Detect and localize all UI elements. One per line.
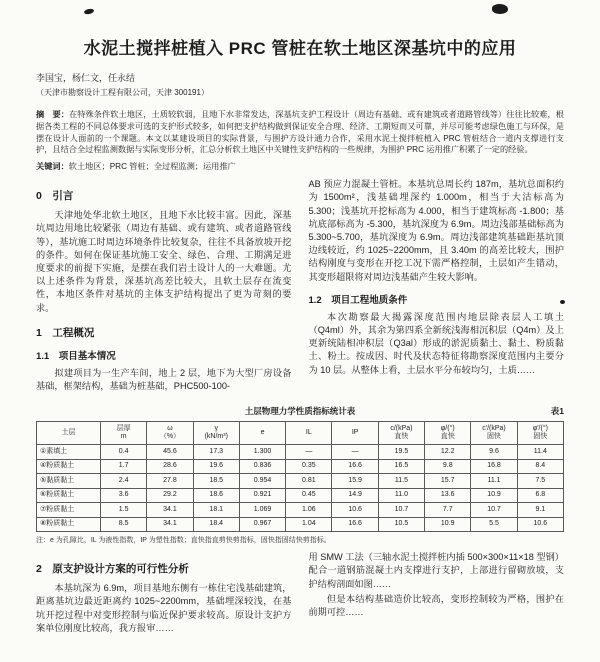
table-cell: 0.45 (286, 488, 332, 503)
table-cell: 11.0 (378, 488, 424, 503)
table-cell: 0.836 (239, 459, 285, 474)
table-col-header: c′/(kPa) 固快 (471, 422, 517, 445)
table-cell: 10.5 (378, 517, 424, 532)
table-cell: 8.5 (101, 517, 147, 532)
table-col-header: e (239, 422, 285, 445)
section-heading-analysis: 2 原支护设计方案的可行性分析 (36, 563, 189, 576)
table-cell: 19.5 (378, 445, 424, 460)
table-cell: 29.2 (147, 488, 193, 503)
soil-table-block (36, 405, 564, 545)
table-cell: 1.300 (239, 445, 285, 460)
table-col-header: 土层 (37, 422, 101, 445)
table-cell: 15.9 (332, 474, 378, 489)
table-cell: 19.6 (193, 459, 239, 474)
table-col-header: φ′/(°) 固快 (517, 422, 563, 445)
analysis-paragraph: 本基坑深为 6.9m，项目基地东侧有一栋住宅浅基础建筑，距离基坑边最近距离约 1025~2200mm，基础埋深较浅，在基坑开挖过程中对变形控制与临近保护要求较高。原设计支护方案单位刚度比较高，我方报审…… (36, 583, 292, 633)
table-cell: 11.5 (378, 474, 424, 489)
table-cell: 10.9 (425, 517, 471, 532)
soil-layer-name: ⑥粉质黏土 (37, 488, 101, 503)
table-cell: — (332, 445, 378, 460)
soil-layer-name: ④粉质黏土 (37, 459, 101, 474)
soil-layer-name: ⑦粉质黏土 (37, 503, 101, 518)
section-heading-overview: 1 工程概况 (36, 326, 95, 339)
keywords-line (36, 161, 564, 172)
table-cell: 11.4 (517, 445, 563, 460)
authors-line: 李国宝，杨仁文，任永结 (36, 73, 136, 83)
table-cell: 1.069 (239, 503, 285, 518)
table-cell: 18.4 (193, 517, 239, 532)
soil-layer-name: ①素填土 (37, 445, 101, 460)
table-cell: 10.7 (378, 503, 424, 518)
table-cell: 0.954 (239, 474, 285, 489)
scan-artifact-top-right (492, 4, 508, 14)
table-cell: 9.8 (425, 459, 471, 474)
table-cell: 0.81 (286, 474, 332, 489)
table-cell: 0.35 (286, 459, 332, 474)
table-col-header: 层厚 m (101, 422, 147, 445)
table-cell: 27.8 (147, 474, 193, 489)
table-tag: 表1 (550, 406, 564, 417)
table-header-row (37, 422, 564, 445)
keywords-label: 关键词： (36, 162, 69, 172)
lower-two-columns (36, 551, 564, 637)
feasibility-paragraph: 但是本结构基础造价比较高，变形控制较为严格，围护在前期可控…… (308, 593, 564, 618)
table-cell: 14.9 (332, 488, 378, 503)
table-col-header: IP (332, 422, 378, 445)
table-cell: 34.1 (147, 517, 193, 532)
table-cell: 10.6 (332, 503, 378, 518)
table-cell: 0.921 (239, 488, 285, 503)
table-cell: 17.3 (193, 445, 239, 460)
table-col-header: c/(kPa) 直快 (378, 422, 424, 445)
soil-table (36, 421, 564, 532)
scan-artifact-top-left (84, 8, 95, 15)
soil-layer-name: ⑧粉质黏土 (37, 517, 101, 532)
basic-info-paragraph: 拟建项目为一生产车间，地上 2 层，地下为大型厂房设备基础，框架结构，基础为桩基础，PHC500-100- (36, 367, 292, 392)
table-note: 注：e 为孔隙比，IL 为液性指数，IP 为塑性指数；直快指直剪快剪指标，固快指固结快剪指标。 (36, 537, 331, 545)
abstract-paragraph (36, 109, 564, 156)
soil-table-body (37, 445, 564, 532)
table-cell: 11.1 (471, 474, 517, 489)
table-cell: 0.967 (239, 517, 285, 532)
subsection-heading-basic-info: 1.1 项目基本情况 (36, 350, 116, 362)
right-column-lower (309, 551, 565, 637)
soil-layer-name: ⑤黏质黏土 (37, 474, 101, 489)
geology-paragraph: 本次勘察最大揭露深度范围内地层除表层人工填土（Q4ml）外，其余为第四系全新统浅海相沉积层（Q4m）及上更新统陆相冲积层（Q3al）形成的淤泥质黏土、黏土、粉质黏土、粉土。按成因、时代及状态特征将勘察深度范围内主要分为 10 层。从整体上看，土层水平分布较均匀，土质…… (308, 311, 564, 375)
table-cell: 18.1 (193, 503, 239, 518)
table-cell: 12.2 (425, 445, 471, 460)
table-cell: 18.6 (193, 488, 239, 503)
table-row (37, 445, 564, 460)
left-column-lower (36, 551, 292, 637)
table-row (37, 474, 564, 489)
soil-table-head (37, 422, 564, 445)
smw-method-paragraph: 用 SMW 工法（三轴水泥土搅拌桩内插 500×300×11×18 型钢）配合一道钢筋混凝土内支撑进行支护，上部进行留砌放坡，支护结构剖面如图…… (308, 552, 564, 589)
paper-title: 水泥土搅拌桩植入 PRC 管桩在软土地区深基坑中的应用 (83, 39, 517, 58)
table-cell: 28.6 (147, 459, 193, 474)
subsection-heading-geology: 1.2 项目工程地质条件 (308, 294, 408, 306)
table-cell: 18.5 (193, 474, 239, 489)
affiliation-line: （天津市勘察设计工程有限公司，天津 300191） (36, 88, 209, 97)
table-col-header: φ/(°) 直快 (425, 422, 471, 445)
table-cell: 5.5 (471, 517, 517, 532)
table-cell: 34.1 (147, 503, 193, 518)
table-row (37, 503, 564, 518)
upper-two-columns (36, 178, 564, 395)
table-cell: 10.6 (517, 517, 563, 532)
abstract-text: 在特殊条件软土地区，土质较软弱，且地下水非常发达，深基坑支护工程设计（周边有基础、或有建筑或者道路管线等）往往比较难，根据各类工程的不同总体要求可选的支护形式较多，如何把支护结构做到保证安全合理、经济、工期短而又可靠，并尽可能考虑绿色施工与环保，是摆在设计人面前的一个课题。本文以某建设项目的实际背景，与围护方设计通力合作，采用水泥土搅拌桩植入 PRC 管桩结合一道内支撑进行支护，且结合全过程监测数据与实际变形分析，汇总分析软土地区中关键性支护结构的一些规律，为围护 PRC 运用推广积累了一定的经验。 (36, 110, 564, 155)
table-col-header: IL (286, 422, 332, 445)
table-cell: 6.8 (517, 488, 563, 503)
table-cell: 10.7 (471, 503, 517, 518)
table-cell: 7.5 (517, 474, 563, 489)
table-col-header: ω （%） (147, 422, 193, 445)
scan-artifact-right-edge (560, 300, 565, 304)
table-cell: 16.6 (332, 459, 378, 474)
table-cell: 1.06 (286, 503, 332, 518)
table-cell: 10.9 (471, 488, 517, 503)
table-cell: 2.4 (101, 474, 147, 489)
table-cell: 13.6 (425, 488, 471, 503)
table-cell: 9.1 (517, 503, 563, 518)
table-cell: 1.7 (101, 459, 147, 474)
table-row (37, 488, 564, 503)
table-col-header: γ (kN/m³) (193, 422, 239, 445)
abstract-label: 摘 要： (36, 110, 70, 119)
table-cell: 16.6 (332, 517, 378, 532)
table-row (37, 459, 564, 474)
table-cell: 1.04 (286, 517, 332, 532)
table-cell: 0.4 (101, 445, 147, 460)
table-cell: — (286, 445, 332, 460)
left-column-upper (36, 178, 292, 395)
table-cell: 9.6 (471, 445, 517, 460)
table-cell: 15.7 (425, 474, 471, 489)
table-cell: 8.4 (517, 459, 563, 474)
right-column-upper (309, 178, 565, 395)
table-row (37, 517, 564, 532)
table-cell: 16.5 (378, 459, 424, 474)
table-cell: 45.6 (147, 445, 193, 460)
continuation-paragraph: AB 预应力混凝土管桩。本基坑总周长约 187m，基坑总面积约为 1500m²，浅基础埋深约 1.000m，相当于大沽标高为 5.300；浅基坑开挖标高为 4.000，相当于建筑标高 -1.800；基坑底部标高为 -5.300，基坑深度为 6.9m。周边浅部基础标高为 5.300~5.700，基坑深度为 6.9m。周边浅部建筑基础距基坑顶边线较近，约 1025~2200mm，且 3.40m 的高差比较大，围护结构刚度与变形在开挖工况下需严格控制，土层如产生错动，其变形超限将对周边浅基础产生较大影响。 (308, 179, 564, 282)
intro-paragraph: 天津地处华北软土地区，且地下水比较丰富。因此，深基坑周边用地比较紧张（周边有基础、或有建筑、或者道路管线等），基坑施工时周边环境条件比较复杂，往往不具备放坡开挖的条件。如何在保证基坑施工安全、绿色、合理、工期满足进度要求的前提下实施，是摆在我们岩土设计人的一大难题。尤以上述条件为背景，深基坑高差比较大，且软土层存在流变性，本地区条件对基坑的主体支护结构提出了更为苛刻的要求。 (36, 210, 292, 313)
table-title: 土层物理力学性质指标统计表 (244, 406, 356, 417)
table-cell: 3.6 (101, 488, 147, 503)
section-heading-intro: 0 引言 (36, 190, 74, 203)
table-cell: 1.5 (101, 503, 147, 518)
table-cell: 16.8 (471, 459, 517, 474)
table-caption (36, 405, 564, 417)
keywords-text: 软土地区；PRC 管桩；全过程监测；运用推广 (68, 162, 236, 172)
table-cell: 7.7 (425, 503, 471, 518)
